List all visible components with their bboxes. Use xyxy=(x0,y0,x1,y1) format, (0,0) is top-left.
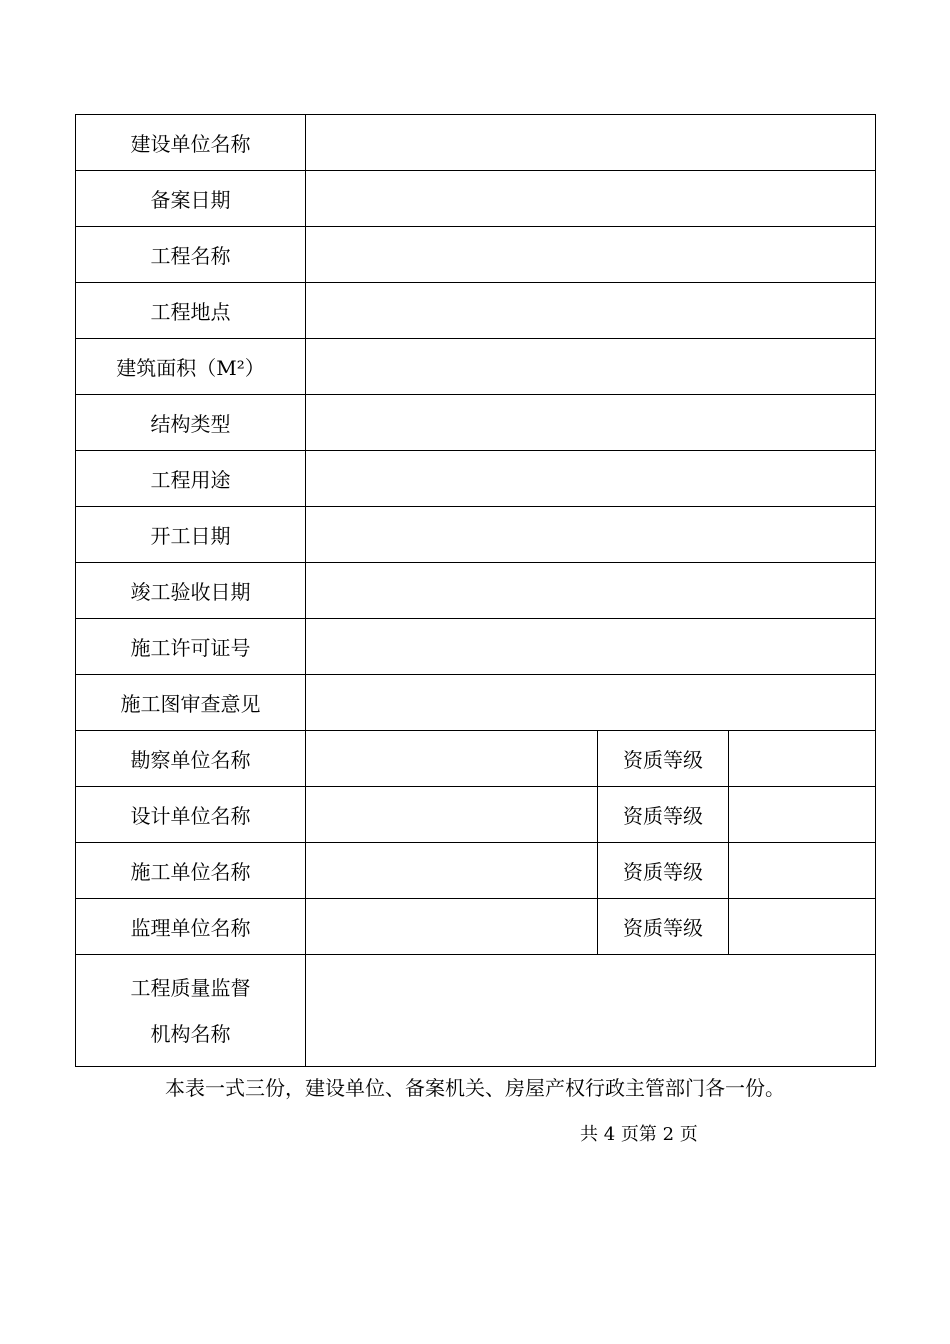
table-row xyxy=(76,115,876,171)
table-row xyxy=(76,787,876,843)
supervision-label-line2: 机构名称 xyxy=(150,1021,231,1046)
field-label: 施工图审查意见 xyxy=(76,675,306,731)
drawing-review-opinion-field[interactable] xyxy=(306,675,876,731)
survey-unit-name-field[interactable] xyxy=(306,731,598,787)
field-label: 备案日期 xyxy=(76,171,306,227)
contractor-qualification-field[interactable] xyxy=(729,843,876,899)
field-label: 施工单位名称 xyxy=(76,843,306,899)
page-number: 共 4 页第 2 页 xyxy=(580,1124,698,1145)
supervision-qualification-field[interactable] xyxy=(729,899,876,955)
qualification-label: 资质等级 xyxy=(598,843,729,899)
construction-unit-name-field[interactable] xyxy=(306,115,876,171)
start-date-field[interactable] xyxy=(306,507,876,563)
project-use-field[interactable] xyxy=(306,451,876,507)
field-label: 勘察单位名称 xyxy=(76,731,306,787)
supervision-label-line1: 工程质量监督 xyxy=(130,975,251,1000)
field-label: 建筑面积（M²） xyxy=(76,339,306,395)
quality-supervision-agency-field[interactable] xyxy=(306,955,876,1067)
design-qualification-field[interactable] xyxy=(729,787,876,843)
field-label: 建设单位名称 xyxy=(76,115,306,171)
field-label xyxy=(76,955,306,1067)
table-row xyxy=(76,395,876,451)
survey-qualification-field[interactable] xyxy=(729,731,876,787)
project-location-field[interactable] xyxy=(306,283,876,339)
table-row xyxy=(76,731,876,787)
field-label: 竣工验收日期 xyxy=(76,563,306,619)
table-row xyxy=(76,843,876,899)
table-row xyxy=(76,675,876,731)
table-row xyxy=(76,899,876,955)
qualification-label: 资质等级 xyxy=(598,731,729,787)
qualification-label: 资质等级 xyxy=(598,899,729,955)
table-row xyxy=(76,227,876,283)
field-label: 监理单位名称 xyxy=(76,899,306,955)
table-row xyxy=(76,563,876,619)
supervision-unit-name-field[interactable] xyxy=(306,899,598,955)
field-label: 施工许可证号 xyxy=(76,619,306,675)
table-row xyxy=(76,339,876,395)
table-row xyxy=(76,451,876,507)
structure-type-field[interactable] xyxy=(306,395,876,451)
field-label: 设计单位名称 xyxy=(76,787,306,843)
design-unit-name-field[interactable] xyxy=(306,787,598,843)
building-area-field[interactable] xyxy=(306,339,876,395)
table-row xyxy=(76,507,876,563)
field-label: 工程用途 xyxy=(76,451,306,507)
table-row xyxy=(76,283,876,339)
table-row xyxy=(76,619,876,675)
field-label: 工程地点 xyxy=(76,283,306,339)
filing-date-field[interactable] xyxy=(306,171,876,227)
contractor-unit-name-field[interactable] xyxy=(306,843,598,899)
qualification-label: 资质等级 xyxy=(598,787,729,843)
filing-form-table xyxy=(75,114,876,1067)
field-label: 结构类型 xyxy=(76,395,306,451)
table-row xyxy=(76,955,876,1067)
field-label: 工程名称 xyxy=(76,227,306,283)
field-label: 开工日期 xyxy=(76,507,306,563)
completion-acceptance-date-field[interactable] xyxy=(306,563,876,619)
construction-permit-number-field[interactable] xyxy=(306,619,876,675)
project-name-field[interactable] xyxy=(306,227,876,283)
footnote: 本表一式三份，建设单位、备案机关、房屋产权行政主管部门各一份。 xyxy=(165,1076,785,1100)
table-row xyxy=(76,171,876,227)
